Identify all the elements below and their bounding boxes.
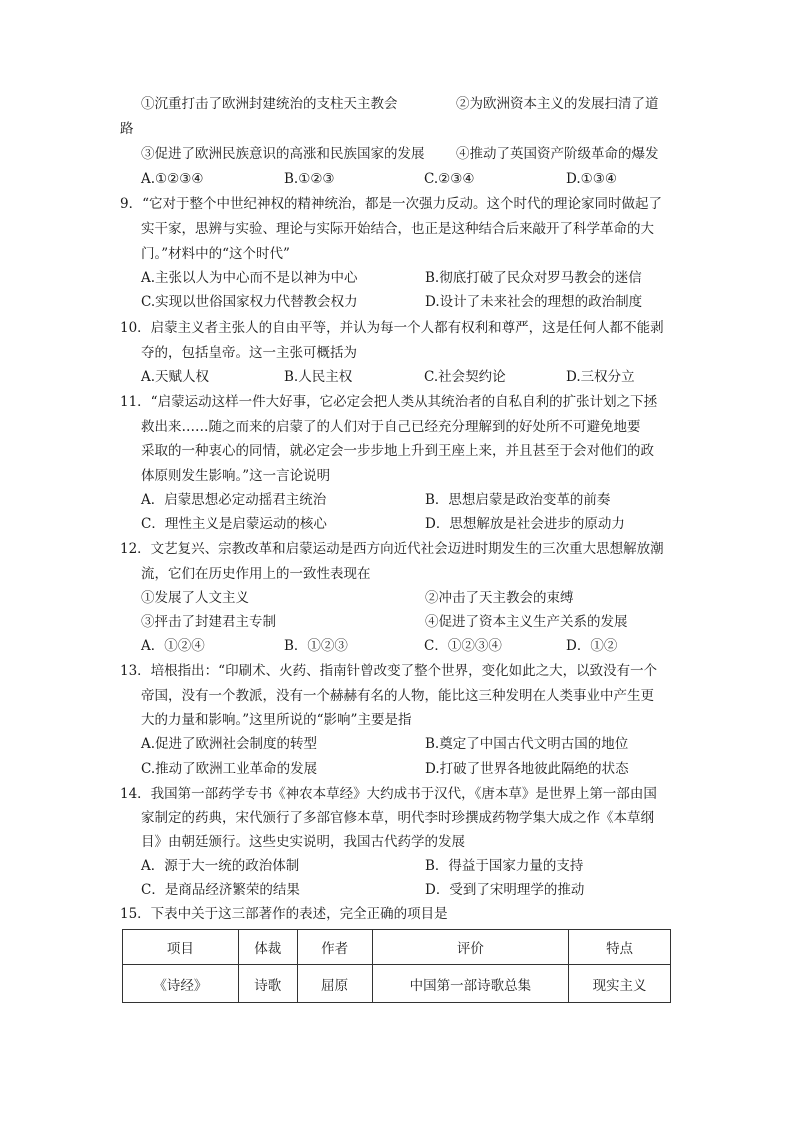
q8-option-a: A.①②③④ [141, 171, 204, 187]
q12-statement-4: ④促进了资本主义生产关系的发展 [425, 614, 628, 630]
q14-stem-line-1: 14．我国第一部药学专书《神农本草经》大约成书于汉代，《唐本草》是世界上第一部由国 [120, 786, 657, 802]
q8-statement-2-cont: 路 [120, 121, 134, 137]
q11-option-d: D．思想解放是社会进步的原动力 [425, 516, 625, 532]
q11-option-a: A．启蒙思想必定动摇君主统治 [141, 492, 327, 508]
q13-stem-line-2: 帝国，没有一个教派，没有一个赫赫有名的人物，能比这三种发明在人类事业中产生更 [141, 688, 654, 704]
q12-option-c: C．①②③④ [424, 638, 502, 654]
q10-option-c: C.社会契约论 [424, 369, 506, 385]
table-header-cell: 体裁 [238, 930, 297, 965]
q14-option-d: D．受到了宋明理学的推动 [425, 882, 585, 898]
q12-statement-1: ①发展了人文主义 [141, 590, 249, 606]
q13-stem-line-1: 13．培根指出：“印刷术、火药、指南针曾改变了整个世界，变化如此之大，以致没有一个 [120, 663, 658, 679]
q9-stem-line-1: 9．“它对于整个中世纪神权的精神统治，都是一次强力反动。这个时代的理论家同时做起了 [120, 196, 662, 212]
q9-option-a: A.主张以人为中心而不是以神为中心 [141, 270, 358, 286]
q14-option-c: C．是商品经济繁荣的结果 [141, 882, 300, 898]
table-cell: 现实主义 [569, 965, 671, 1003]
q9-stem-line-2: 实干家，思辨与实验、理论与实际开始结合，也正是这种结合后来敲开了科学革命的大 [141, 221, 654, 237]
q8-option-c: C.②③④ [424, 171, 475, 187]
q8-statement-4: ④推动了英国资产阶级革命的爆发 [456, 146, 659, 162]
table-header-cell: 作者 [297, 930, 372, 965]
q11-option-b: B．思想启蒙是政治变革的前奏 [425, 492, 611, 508]
table-header-cell: 项目 [123, 930, 239, 965]
table-cell: 屈原 [297, 965, 372, 1003]
q8-option-b: B.①②③ [284, 171, 335, 187]
table-header-row [123, 930, 671, 965]
q11-stem-line-3: 采取的一种衷心的同情，就必定会一步步地上升到王座上来，并且甚至于会对他们的政 [141, 443, 654, 459]
table-cell: 中国第一部诗歌总集 [372, 965, 569, 1003]
q15-table [122, 929, 671, 1003]
q8-statement-3: ③促进了欧洲民族意识的高涨和民族国家的发展 [141, 146, 425, 162]
q10-option-d: D.三权分立 [566, 369, 635, 385]
q12-statement-3: ③抨击了封建君主专制 [141, 614, 276, 630]
q11-stem-line-4: 体原则发生影响。”这一言论说明 [141, 468, 331, 484]
q12-statement-2: ②冲击了天主教会的束缚 [425, 590, 574, 606]
q9-option-b: B.彻底打破了民众对罗马教会的迷信 [425, 270, 642, 286]
q8-statement-1: ①沉重打击了欧洲封建统治的支柱天主教会 [141, 96, 398, 112]
q10-option-b: B.人民主权 [284, 369, 353, 385]
q13-option-c: C.推动了欧洲工业革命的发展 [141, 761, 318, 777]
q13-option-b: B.奠定了中国古代文明古国的地位 [425, 736, 629, 752]
table-header-cell: 评价 [372, 930, 569, 965]
q12-stem-line-2: 流，它们在历史作用上的一致性表现在 [141, 566, 371, 582]
q13-stem-line-3: 大的力量和影响。”这里所说的“影响”主要是指 [141, 712, 412, 728]
q11-stem-line-2: 救出来……随之而来的启蒙了的人们对于自己已经充分理解到的好处所不可避免地要 [141, 419, 641, 435]
table-cell: 《诗经》 [123, 965, 239, 1003]
q8-option-d: D.①③④ [566, 171, 617, 187]
q9-option-d: D.设计了未来社会的理想的政治制度 [425, 294, 643, 310]
q9-option-c: C.实现以世俗国家权力代替教会权力 [141, 294, 358, 310]
q10-option-a: A.天赋人权 [141, 369, 210, 385]
q14-option-b: B．得益于国家力量的支持 [425, 858, 584, 874]
q15-stem: 15．下表中关于这三部著作的表述，完全正确的项目是 [120, 906, 448, 922]
q10-stem-line-1: 10．启蒙主义者主张人的自由平等，并认为每一个人都有权利和尊严，这是任何人都不能剥 [120, 320, 664, 336]
q14-stem-line-3: 目》由朝廷颁行。这些史实说明，我国古代药学的发展 [141, 834, 465, 850]
table-header-cell: 特点 [569, 930, 671, 965]
q13-option-d: D.打破了世界各地彼此隔绝的状态 [425, 761, 629, 777]
q9-stem-line-3: 门。”材料中的“这个时代” [141, 246, 290, 262]
q12-option-d: D．①② [566, 638, 618, 654]
q10-stem-line-2: 夺的，包括皇帝。这一主张可概括为 [141, 345, 357, 361]
q12-option-b: B．①②③ [284, 638, 348, 654]
q11-stem-line-1: 11．“启蒙运动这样一件大好事，它必定会把人类从其统治者的自私自利的扩张计划之下拯 [120, 394, 658, 410]
q11-option-c: C．理性主义是启蒙运动的核心 [141, 516, 327, 532]
table-row [123, 965, 671, 1003]
q13-option-a: A.促进了欧洲社会制度的转型 [141, 736, 318, 752]
table-cell: 诗歌 [238, 965, 297, 1003]
q8-statement-2: ②为欧洲资本主义的发展扫清了道 [456, 96, 659, 112]
q14-stem-line-2: 家制定的药典，宋代颁行了多部官修本草，明代李时珍撰成药物学集大成之作《本草纲 [141, 810, 654, 826]
q12-option-a: A．①②④ [141, 638, 205, 654]
q14-option-a: A．源于大一统的政治体制 [141, 858, 300, 874]
q12-stem-line-1: 12．文艺复兴、宗教改革和启蒙运动是西方向近代社会迈进时期发生的三次重大思想解放潮 [120, 541, 664, 557]
